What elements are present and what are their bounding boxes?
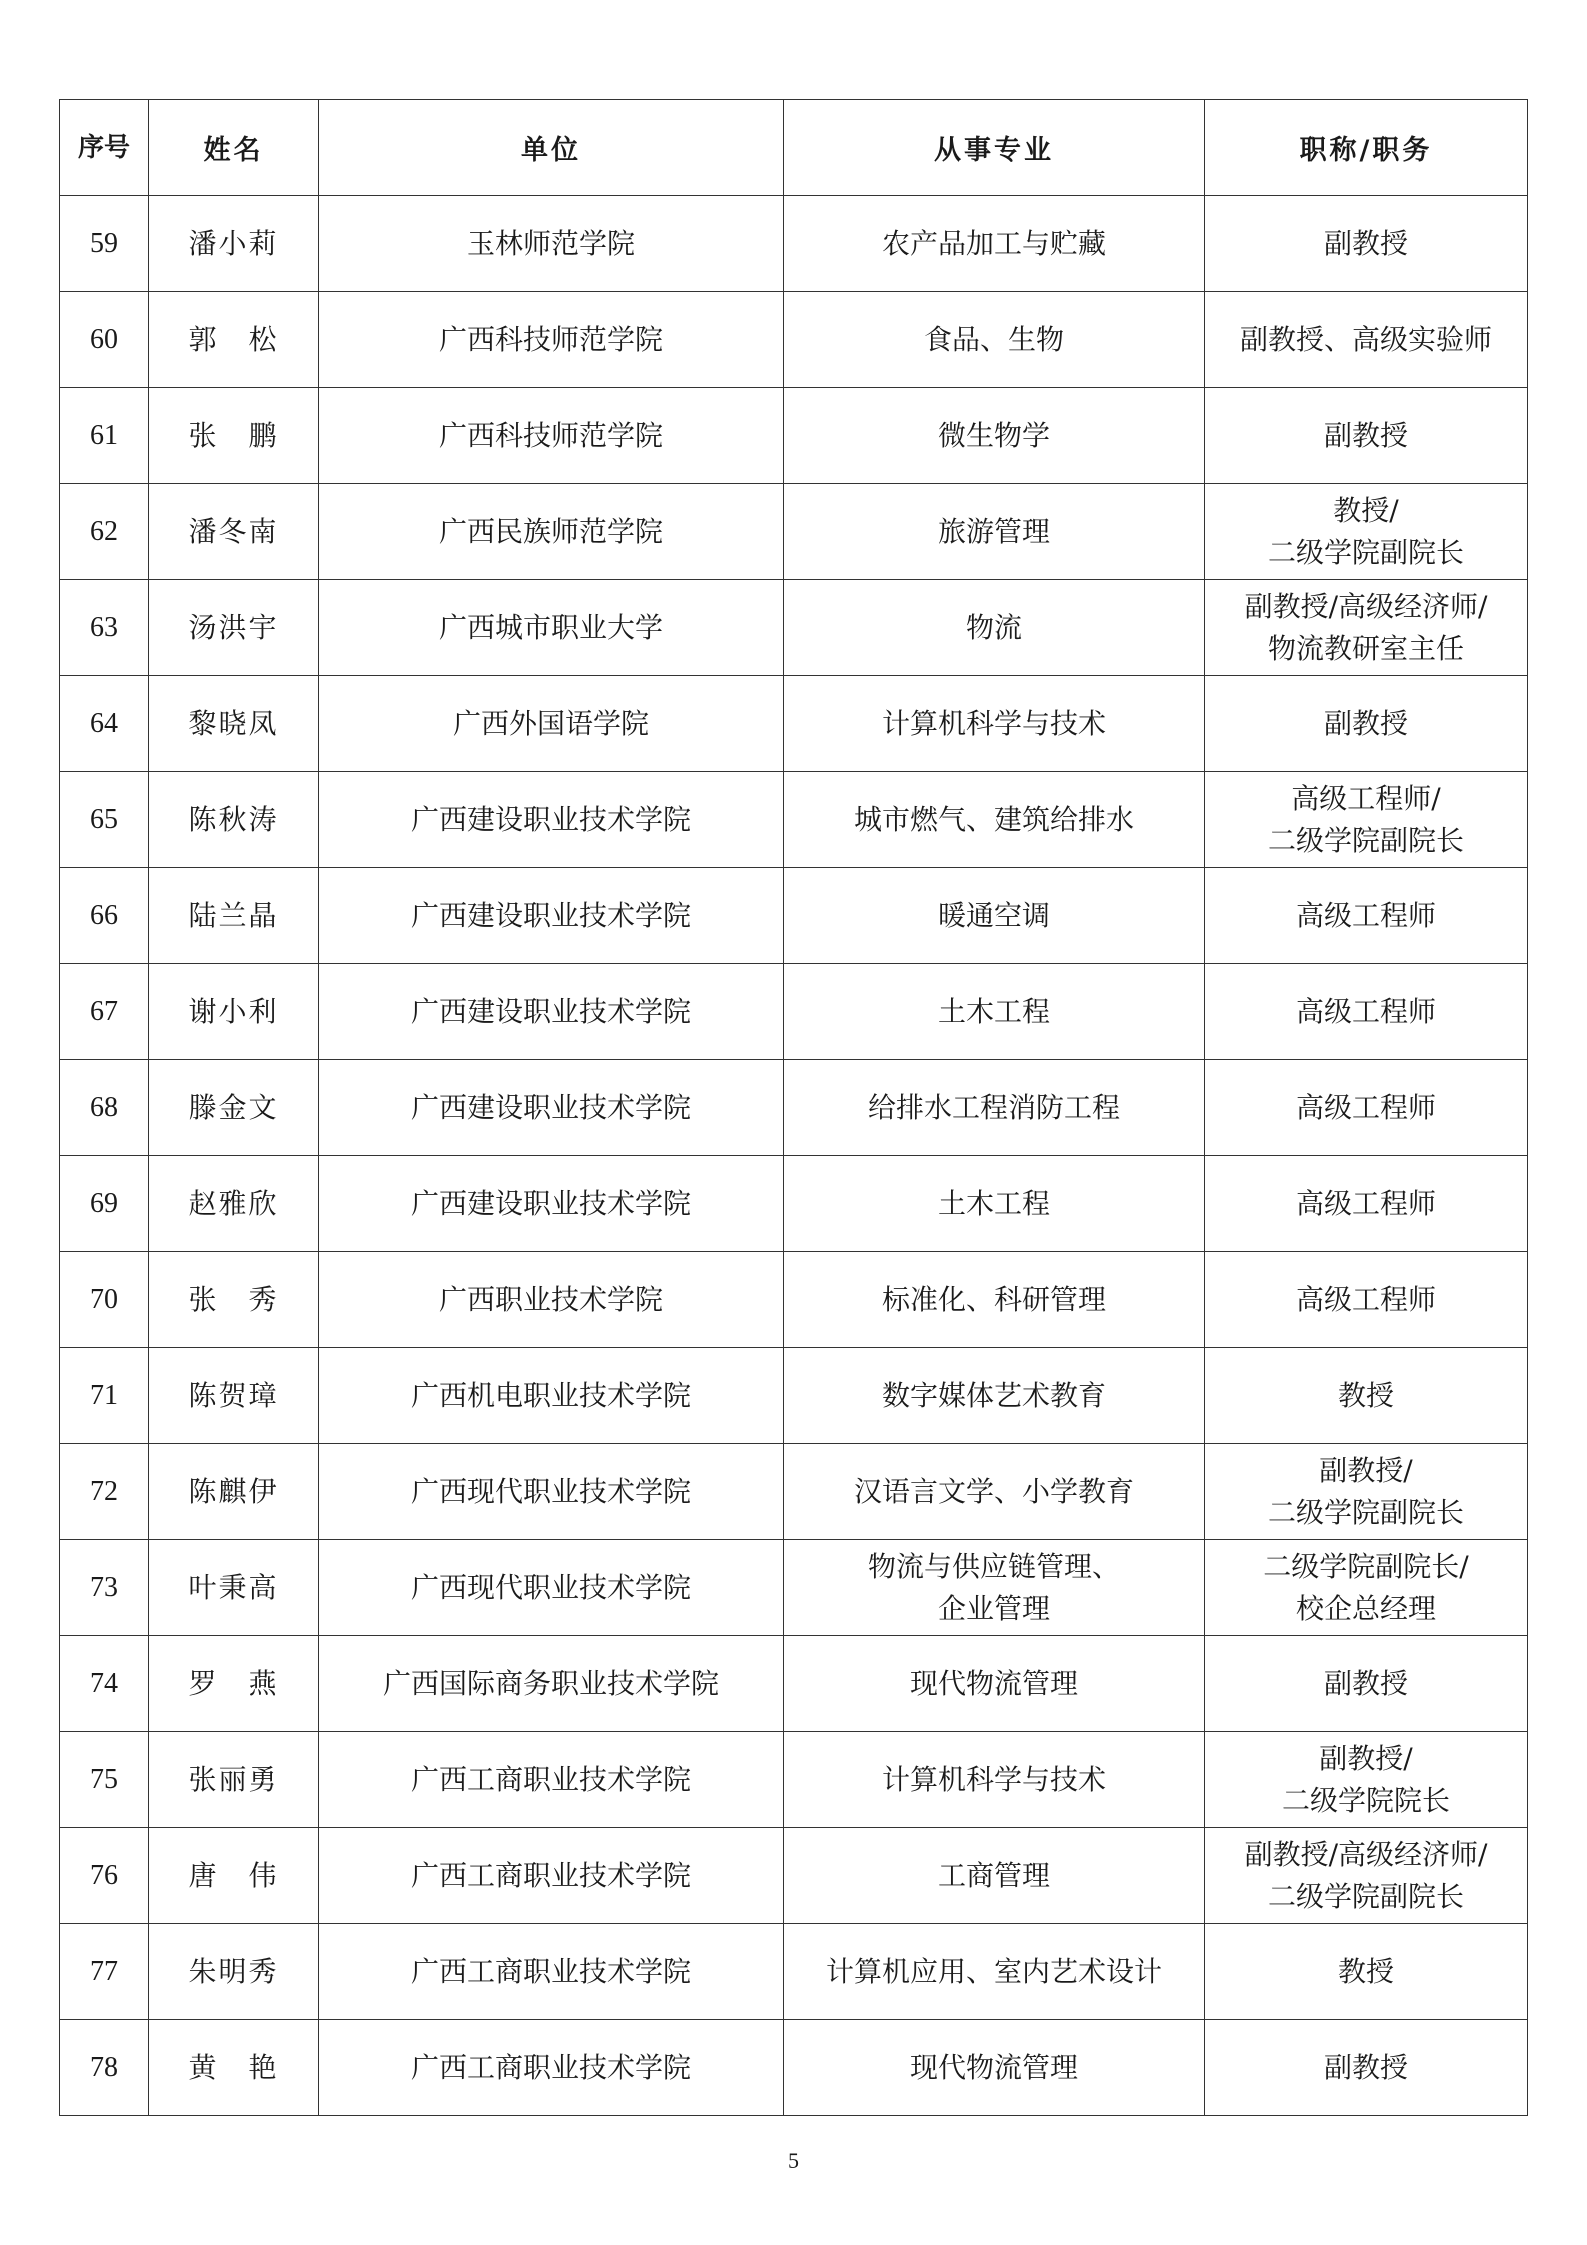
cell-serial-number: 71 [60,1348,149,1444]
cell-title: 副教授/ 二级学院院长 [1205,1732,1528,1828]
table-row [60,484,1528,580]
cell-title: 二级学院副院长/ 校企总经理 [1205,1540,1528,1636]
cell-serial-number: 77 [60,1924,149,2020]
cell-unit: 广西建设职业技术学院 [319,868,784,964]
table-row [60,388,1528,484]
table-row [60,196,1528,292]
cell-serial-number: 75 [60,1732,149,1828]
cell-title: 副教授 [1205,196,1528,292]
cell-name: 赵雅欣 [149,1156,319,1252]
cell-serial-number: 72 [60,1444,149,1540]
table-row [60,964,1528,1060]
cell-unit: 广西建设职业技术学院 [319,772,784,868]
cell-unit: 广西职业技术学院 [319,1252,784,1348]
cell-serial-number: 62 [60,484,149,580]
cell-unit: 广西民族师范学院 [319,484,784,580]
table-row [60,676,1528,772]
header-unit: 单位 [319,100,784,196]
cell-unit: 广西现代职业技术学院 [319,1540,784,1636]
cell-unit: 广西建设职业技术学院 [319,1156,784,1252]
cell-serial-number: 67 [60,964,149,1060]
cell-serial-number: 74 [60,1636,149,1732]
cell-major: 汉语言文学、小学教育 [784,1444,1205,1540]
table-row [60,1444,1528,1540]
cell-major: 旅游管理 [784,484,1205,580]
cell-major: 暖通空调 [784,868,1205,964]
cell-unit: 广西城市职业大学 [319,580,784,676]
cell-unit: 广西工商职业技术学院 [319,1732,784,1828]
cell-major: 食品、生物 [784,292,1205,388]
page-number: 5 [788,2148,799,2173]
table-body [60,196,1528,2116]
cell-title: 高级工程师 [1205,1156,1528,1252]
cell-unit: 广西工商职业技术学院 [319,1924,784,2020]
cell-unit: 广西建设职业技术学院 [319,1060,784,1156]
cell-title: 副教授/高级经济师/ 二级学院副院长 [1205,1828,1528,1924]
cell-title: 副教授 [1205,676,1528,772]
cell-major: 土木工程 [784,1156,1205,1252]
cell-major: 给排水工程消防工程 [784,1060,1205,1156]
cell-unit: 广西工商职业技术学院 [319,2020,784,2116]
cell-major: 现代物流管理 [784,1636,1205,1732]
cell-name: 陆兰晶 [149,868,319,964]
table-row [60,580,1528,676]
cell-title: 高级工程师 [1205,1060,1528,1156]
header-major: 从事专业 [784,100,1205,196]
table-row [60,2020,1528,2116]
cell-name: 谢小利 [149,964,319,1060]
header-title: 职称/职务 [1205,100,1528,196]
table-row [60,1540,1528,1636]
table-row [60,772,1528,868]
table-row [60,1636,1528,1732]
table-row [60,1828,1528,1924]
cell-title: 副教授/ 二级学院副院长 [1205,1444,1528,1540]
table-row [60,1924,1528,2020]
cell-name: 唐 伟 [149,1828,319,1924]
cell-unit: 广西国际商务职业技术学院 [319,1636,784,1732]
cell-major: 微生物学 [784,388,1205,484]
cell-major: 物流 [784,580,1205,676]
cell-name: 潘小莉 [149,196,319,292]
cell-major: 工商管理 [784,1828,1205,1924]
cell-serial-number: 60 [60,292,149,388]
cell-unit: 玉林师范学院 [319,196,784,292]
cell-name: 黄 艳 [149,2020,319,2116]
expert-list-table [59,99,1528,2116]
cell-unit: 广西工商职业技术学院 [319,1828,784,1924]
cell-unit: 广西机电职业技术学院 [319,1348,784,1444]
cell-major: 现代物流管理 [784,2020,1205,2116]
cell-name: 朱明秀 [149,1924,319,2020]
table-row [60,1060,1528,1156]
cell-title: 高级工程师 [1205,964,1528,1060]
cell-title: 副教授、高级实验师 [1205,292,1528,388]
cell-unit: 广西现代职业技术学院 [319,1444,784,1540]
cell-name: 陈秋涛 [149,772,319,868]
cell-name: 陈贺璋 [149,1348,319,1444]
header-serial-number: 序号 [60,100,149,196]
cell-name: 张 鹏 [149,388,319,484]
cell-title: 副教授/高级经济师/ 物流教研室主任 [1205,580,1528,676]
table-row [60,1156,1528,1252]
cell-title: 副教授 [1205,1636,1528,1732]
cell-serial-number: 73 [60,1540,149,1636]
cell-major: 农产品加工与贮藏 [784,196,1205,292]
table-row [60,1732,1528,1828]
cell-serial-number: 63 [60,580,149,676]
cell-name: 黎晓凤 [149,676,319,772]
cell-serial-number: 78 [60,2020,149,2116]
cell-serial-number: 61 [60,388,149,484]
cell-unit: 广西外国语学院 [319,676,784,772]
cell-title: 教授/ 二级学院副院长 [1205,484,1528,580]
cell-major: 标准化、科研管理 [784,1252,1205,1348]
table-row [60,292,1528,388]
cell-name: 滕金文 [149,1060,319,1156]
cell-serial-number: 66 [60,868,149,964]
cell-major: 城市燃气、建筑给排水 [784,772,1205,868]
cell-title: 高级工程师 [1205,1252,1528,1348]
cell-major: 计算机应用、室内艺术设计 [784,1924,1205,2020]
cell-title: 教授 [1205,1924,1528,2020]
cell-name: 罗 燕 [149,1636,319,1732]
cell-title: 高级工程师/ 二级学院副院长 [1205,772,1528,868]
cell-name: 张 秀 [149,1252,319,1348]
cell-name: 陈麒伊 [149,1444,319,1540]
cell-major: 计算机科学与技术 [784,676,1205,772]
cell-title: 教授 [1205,1348,1528,1444]
cell-major: 计算机科学与技术 [784,1732,1205,1828]
table-row [60,868,1528,964]
cell-title: 副教授 [1205,2020,1528,2116]
cell-name: 叶秉高 [149,1540,319,1636]
cell-unit: 广西建设职业技术学院 [319,964,784,1060]
cell-major: 数字媒体艺术教育 [784,1348,1205,1444]
cell-unit: 广西科技师范学院 [319,292,784,388]
table-row [60,1348,1528,1444]
cell-major: 土木工程 [784,964,1205,1060]
cell-serial-number: 59 [60,196,149,292]
table-row [60,1252,1528,1348]
cell-serial-number: 76 [60,1828,149,1924]
cell-title: 高级工程师 [1205,868,1528,964]
cell-serial-number: 70 [60,1252,149,1348]
header-name: 姓名 [149,100,319,196]
cell-serial-number: 65 [60,772,149,868]
cell-serial-number: 68 [60,1060,149,1156]
table-header-row [60,100,1528,196]
cell-name: 汤洪宇 [149,580,319,676]
cell-name: 潘冬南 [149,484,319,580]
cell-unit: 广西科技师范学院 [319,388,784,484]
cell-major: 物流与供应链管理、 企业管理 [784,1540,1205,1636]
cell-name: 郭 松 [149,292,319,388]
cell-title: 副教授 [1205,388,1528,484]
cell-name: 张丽勇 [149,1732,319,1828]
cell-serial-number: 69 [60,1156,149,1252]
cell-serial-number: 64 [60,676,149,772]
